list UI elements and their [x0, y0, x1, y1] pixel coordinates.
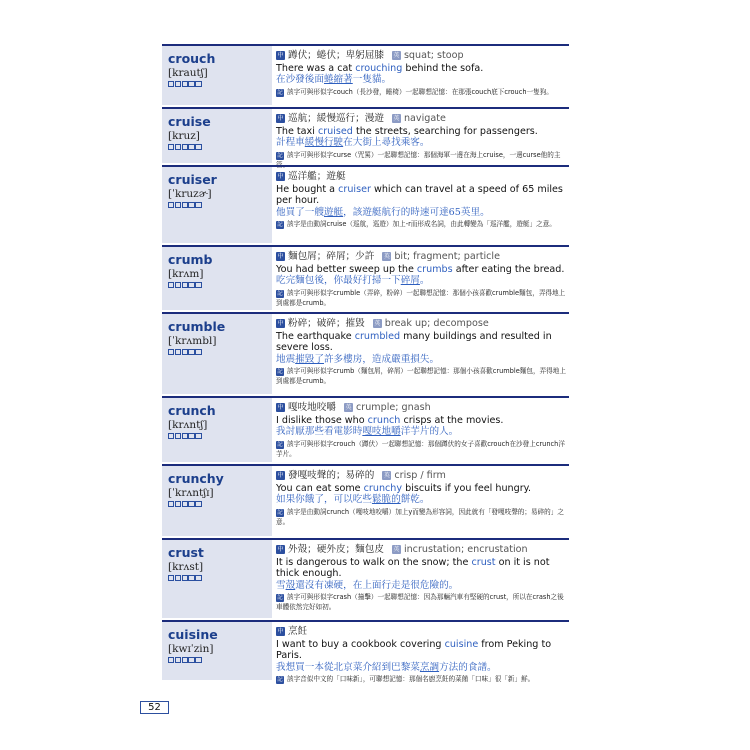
chinese-definition-icon: 中 — [277, 52, 284, 60]
definition-line — [276, 402, 569, 414]
note-icon: 記 — [277, 89, 283, 96]
entry-body — [272, 314, 569, 394]
chinese-definition-icon: 中 — [277, 115, 284, 123]
example-translation: 在沙發後面蜷縮著一隻貓。 — [276, 74, 392, 86]
definition-line — [276, 470, 569, 482]
english-definition: crumple; gnash — [355, 402, 431, 413]
definition-line — [276, 544, 569, 556]
memory-note: 記 該字可與形似字curse（咒罵）一起聯想記憶：那個海軍一邊在海上cruise，一邊curse他的主管。 — [276, 150, 561, 169]
chinese-definition: 粉碎；破碎；摧毀 — [288, 318, 365, 329]
phonetic: [kwɪˈzin] — [168, 643, 214, 655]
memory-note: 記 該字是由動詞cruise（巡航，巡遊）加上-r而形成名詞，由此轉變為「巡洋艦，遊艇」之意。 — [277, 220, 556, 229]
chinese-definition-icon: 中 — [277, 472, 284, 480]
memory-note: 記 該字可與形似字crouch（蹲伏）一起聯想記憶：那個蹲伏的女子喜歡crouch在沙發上crunch洋芋片。 — [276, 439, 565, 458]
definition-line — [276, 50, 569, 62]
entry-crunch — [162, 396, 569, 462]
review-checkboxes[interactable] — [168, 81, 272, 87]
dictionary-page — [162, 44, 569, 684]
headword: crunch — [168, 403, 216, 418]
review-checkboxes[interactable] — [168, 501, 272, 507]
example-translation: 他買了一艘遊艇，該遊艇航行的時速可達65英里。 — [276, 206, 490, 218]
headword-panel — [162, 540, 272, 618]
example-translation: 地震摧毀了許多樓房，造成嚴重損失。 — [276, 353, 440, 365]
english-definition: crisp / firm — [394, 470, 446, 481]
entry-crunchy — [162, 464, 569, 536]
example-translation: 計程車緩慢行駛在大街上尋找乘客。 — [276, 137, 430, 149]
chinese-definition-icon: 中 — [277, 173, 284, 181]
entry-crumb — [162, 245, 569, 310]
entry-body — [272, 247, 569, 310]
example-sentence: You can eat some crunchy biscuits if you feel hungry. — [276, 482, 531, 494]
headword: crunchy — [168, 471, 224, 486]
english-definition-icon: 英 — [383, 253, 390, 261]
chinese-definition: 蹲伏；蜷伏；卑躬屈膝 — [288, 50, 384, 61]
phonetic: [kruz] — [168, 130, 200, 142]
memory-note: 記 該字可與形似字crumb（麵包屑，碎屑）一起聯想記憶：那個小孩喜歡crumble麵包，弄得地上到處都是crumb。 — [276, 367, 566, 386]
example-sentence: I dislike those who crunch crisps at the movies. — [276, 414, 504, 426]
entry-cruise — [162, 107, 569, 169]
example-translation: 吃完麵包後，你最好打掃一下碎屑。 — [276, 275, 430, 287]
english-definition: break up; decompose — [384, 318, 489, 329]
chinese-definition-icon: 中 — [277, 404, 284, 412]
chinese-definition: 烹飪 — [288, 626, 308, 637]
example-sentence: The earthquake crumbled many buildings and resulted in severe loss. — [276, 330, 552, 354]
phonetic: [krautʃ] — [168, 67, 208, 79]
english-definition-icon: 英 — [345, 404, 352, 412]
headword: cruise — [168, 114, 211, 129]
note-icon: 記 — [277, 509, 283, 516]
headword: crumb — [168, 252, 213, 267]
phonetic: [krʌm] — [168, 268, 204, 280]
english-definition-icon: 英 — [393, 52, 400, 60]
note-icon: 記 — [277, 290, 283, 297]
example-sentence: There was a cat crouching behind the sofa. — [276, 62, 484, 74]
chinese-definition: 巡洋艦；遊艇 — [288, 171, 346, 182]
english-definition: navigate — [403, 113, 446, 124]
headword: cruiser — [168, 172, 217, 187]
headword-panel — [162, 622, 272, 680]
memory-note: 記 該字可與形似字couch（長沙發，睡椅）一起聯想記憶：在那張couch底下crouch一隻狗。 — [277, 87, 553, 96]
example-translation: 我討厭那些看電影時嘎吱地嚼洋芋片的人。 — [276, 426, 459, 438]
review-checkboxes[interactable] — [168, 575, 272, 581]
chinese-definition: 麵包屑；碎屑；少許 — [288, 251, 375, 262]
chinese-definition-icon: 中 — [277, 320, 284, 328]
review-checkboxes[interactable] — [168, 433, 272, 439]
english-definition-icon: 英 — [393, 546, 400, 554]
headword-panel — [162, 247, 272, 310]
entry-cruiser — [162, 165, 569, 243]
english-definition: bit; fragment; particle — [394, 251, 500, 262]
example-translation: 我想買一本從北京菜介紹到巴黎菜烹調方法的食譜。 — [276, 661, 497, 673]
phonetic: [ˈkrʌmbl] — [168, 335, 217, 347]
note-icon: 記 — [277, 222, 283, 229]
entry-crouch — [162, 44, 569, 105]
note-icon: 記 — [277, 369, 283, 376]
headword: cuisine — [168, 627, 218, 642]
definition-line — [276, 318, 569, 330]
entry-body — [272, 466, 569, 536]
review-checkboxes[interactable] — [168, 349, 272, 355]
chinese-definition-icon: 中 — [277, 253, 284, 261]
review-checkboxes[interactable] — [168, 144, 272, 150]
chinese-definition: 巡航；緩慢巡行；漫遊 — [288, 113, 384, 124]
entry-body — [272, 109, 569, 169]
chinese-definition-icon: 中 — [277, 628, 284, 636]
headword-panel — [162, 398, 272, 462]
phonetic: [ˈkruzɚ] — [168, 188, 212, 200]
chinese-definition: 嘎吱地咬嚼 — [288, 402, 336, 413]
memory-note: 記 該字是由動詞crunch（嘎吱地咬嚼）加上y而變為形容詞，因此就有「發嘎吱聲的；易碎的」之意。 — [276, 507, 564, 526]
definition-line — [276, 626, 569, 638]
entry-body — [272, 622, 569, 684]
english-definition-icon: 英 — [383, 472, 390, 480]
chinese-definition: 發嘎吱聲的；易碎的 — [288, 470, 375, 481]
english-definition-icon: 英 — [393, 115, 400, 123]
note-icon: 記 — [277, 441, 283, 448]
review-checkboxes[interactable] — [168, 657, 272, 663]
review-checkboxes[interactable] — [168, 202, 272, 208]
example-sentence: He bought a cruiser which can travel at a speed of 65 miles per hour. — [276, 183, 563, 207]
english-definition: squat; stoop — [403, 50, 464, 61]
english-definition: incrustation; encrustation — [403, 544, 528, 555]
phonetic: [ˈkrʌntʃɪ] — [168, 487, 214, 499]
example-translation: 雪殼還沒有凍硬，在上面行走是很危險的。 — [276, 579, 459, 591]
note-icon: 記 — [277, 595, 283, 602]
example-sentence: The taxi cruised the streets, searching for passengers. — [276, 125, 538, 137]
headword-panel — [162, 466, 272, 536]
memory-note: 記 該字可與形似字crash（撞擊）一起聯想記憶：因為那輛汽車有堅硬的crust，所以在crash之後車體依然完好如初。 — [276, 593, 564, 612]
chinese-definition-icon: 中 — [277, 546, 284, 554]
headword-panel — [162, 314, 272, 394]
note-icon: 記 — [277, 677, 283, 684]
entry-crumble — [162, 312, 569, 394]
headword-panel — [162, 46, 272, 105]
review-checkboxes[interactable] — [168, 282, 272, 288]
page-number: 52 — [140, 701, 169, 714]
example-sentence: You had better sweep up the crumbs after eating the bread. — [276, 263, 565, 275]
phonetic: [krʌst] — [168, 561, 204, 573]
example-sentence: It is dangerous to walk on the snow; the crust on it is not thick enough. — [276, 556, 550, 580]
entry-crust — [162, 538, 569, 618]
entry-body — [272, 398, 569, 462]
phonetic: [krʌntʃ] — [168, 419, 208, 431]
headword: crust — [168, 545, 204, 560]
headword: crouch — [168, 51, 216, 66]
note-icon: 記 — [277, 152, 283, 159]
definition-line — [276, 251, 569, 263]
english-definition-icon: 英 — [374, 320, 381, 328]
entry-body — [272, 167, 569, 243]
entry-body — [272, 540, 569, 618]
memory-note: 記 該字可與形似字crumble（弄碎，粉碎）一起聯想記憶：那個小孩喜歡crumble麵包，弄得地上到處都是crumb。 — [276, 288, 566, 307]
definition-line — [276, 171, 569, 183]
headword-panel — [162, 109, 272, 163]
example-sentence: I want to buy a cookbook covering cuisine from Peking to Paris. — [276, 638, 552, 662]
definition-line — [276, 113, 569, 125]
entry-cuisine — [162, 620, 569, 684]
entry-body — [272, 46, 569, 105]
memory-note: 記 該字音似中文的「口味新」，可聯想記憶：那個名廚烹飪的菜餚「口味」很「新」鮮。 — [277, 675, 535, 684]
headword: crumble — [168, 319, 226, 334]
headword-panel — [162, 167, 272, 243]
chinese-definition: 外殼；硬外皮；麵包皮 — [288, 544, 384, 555]
example-translation: 如果你餓了，可以吃些鬆脆的餅乾。 — [276, 494, 430, 506]
